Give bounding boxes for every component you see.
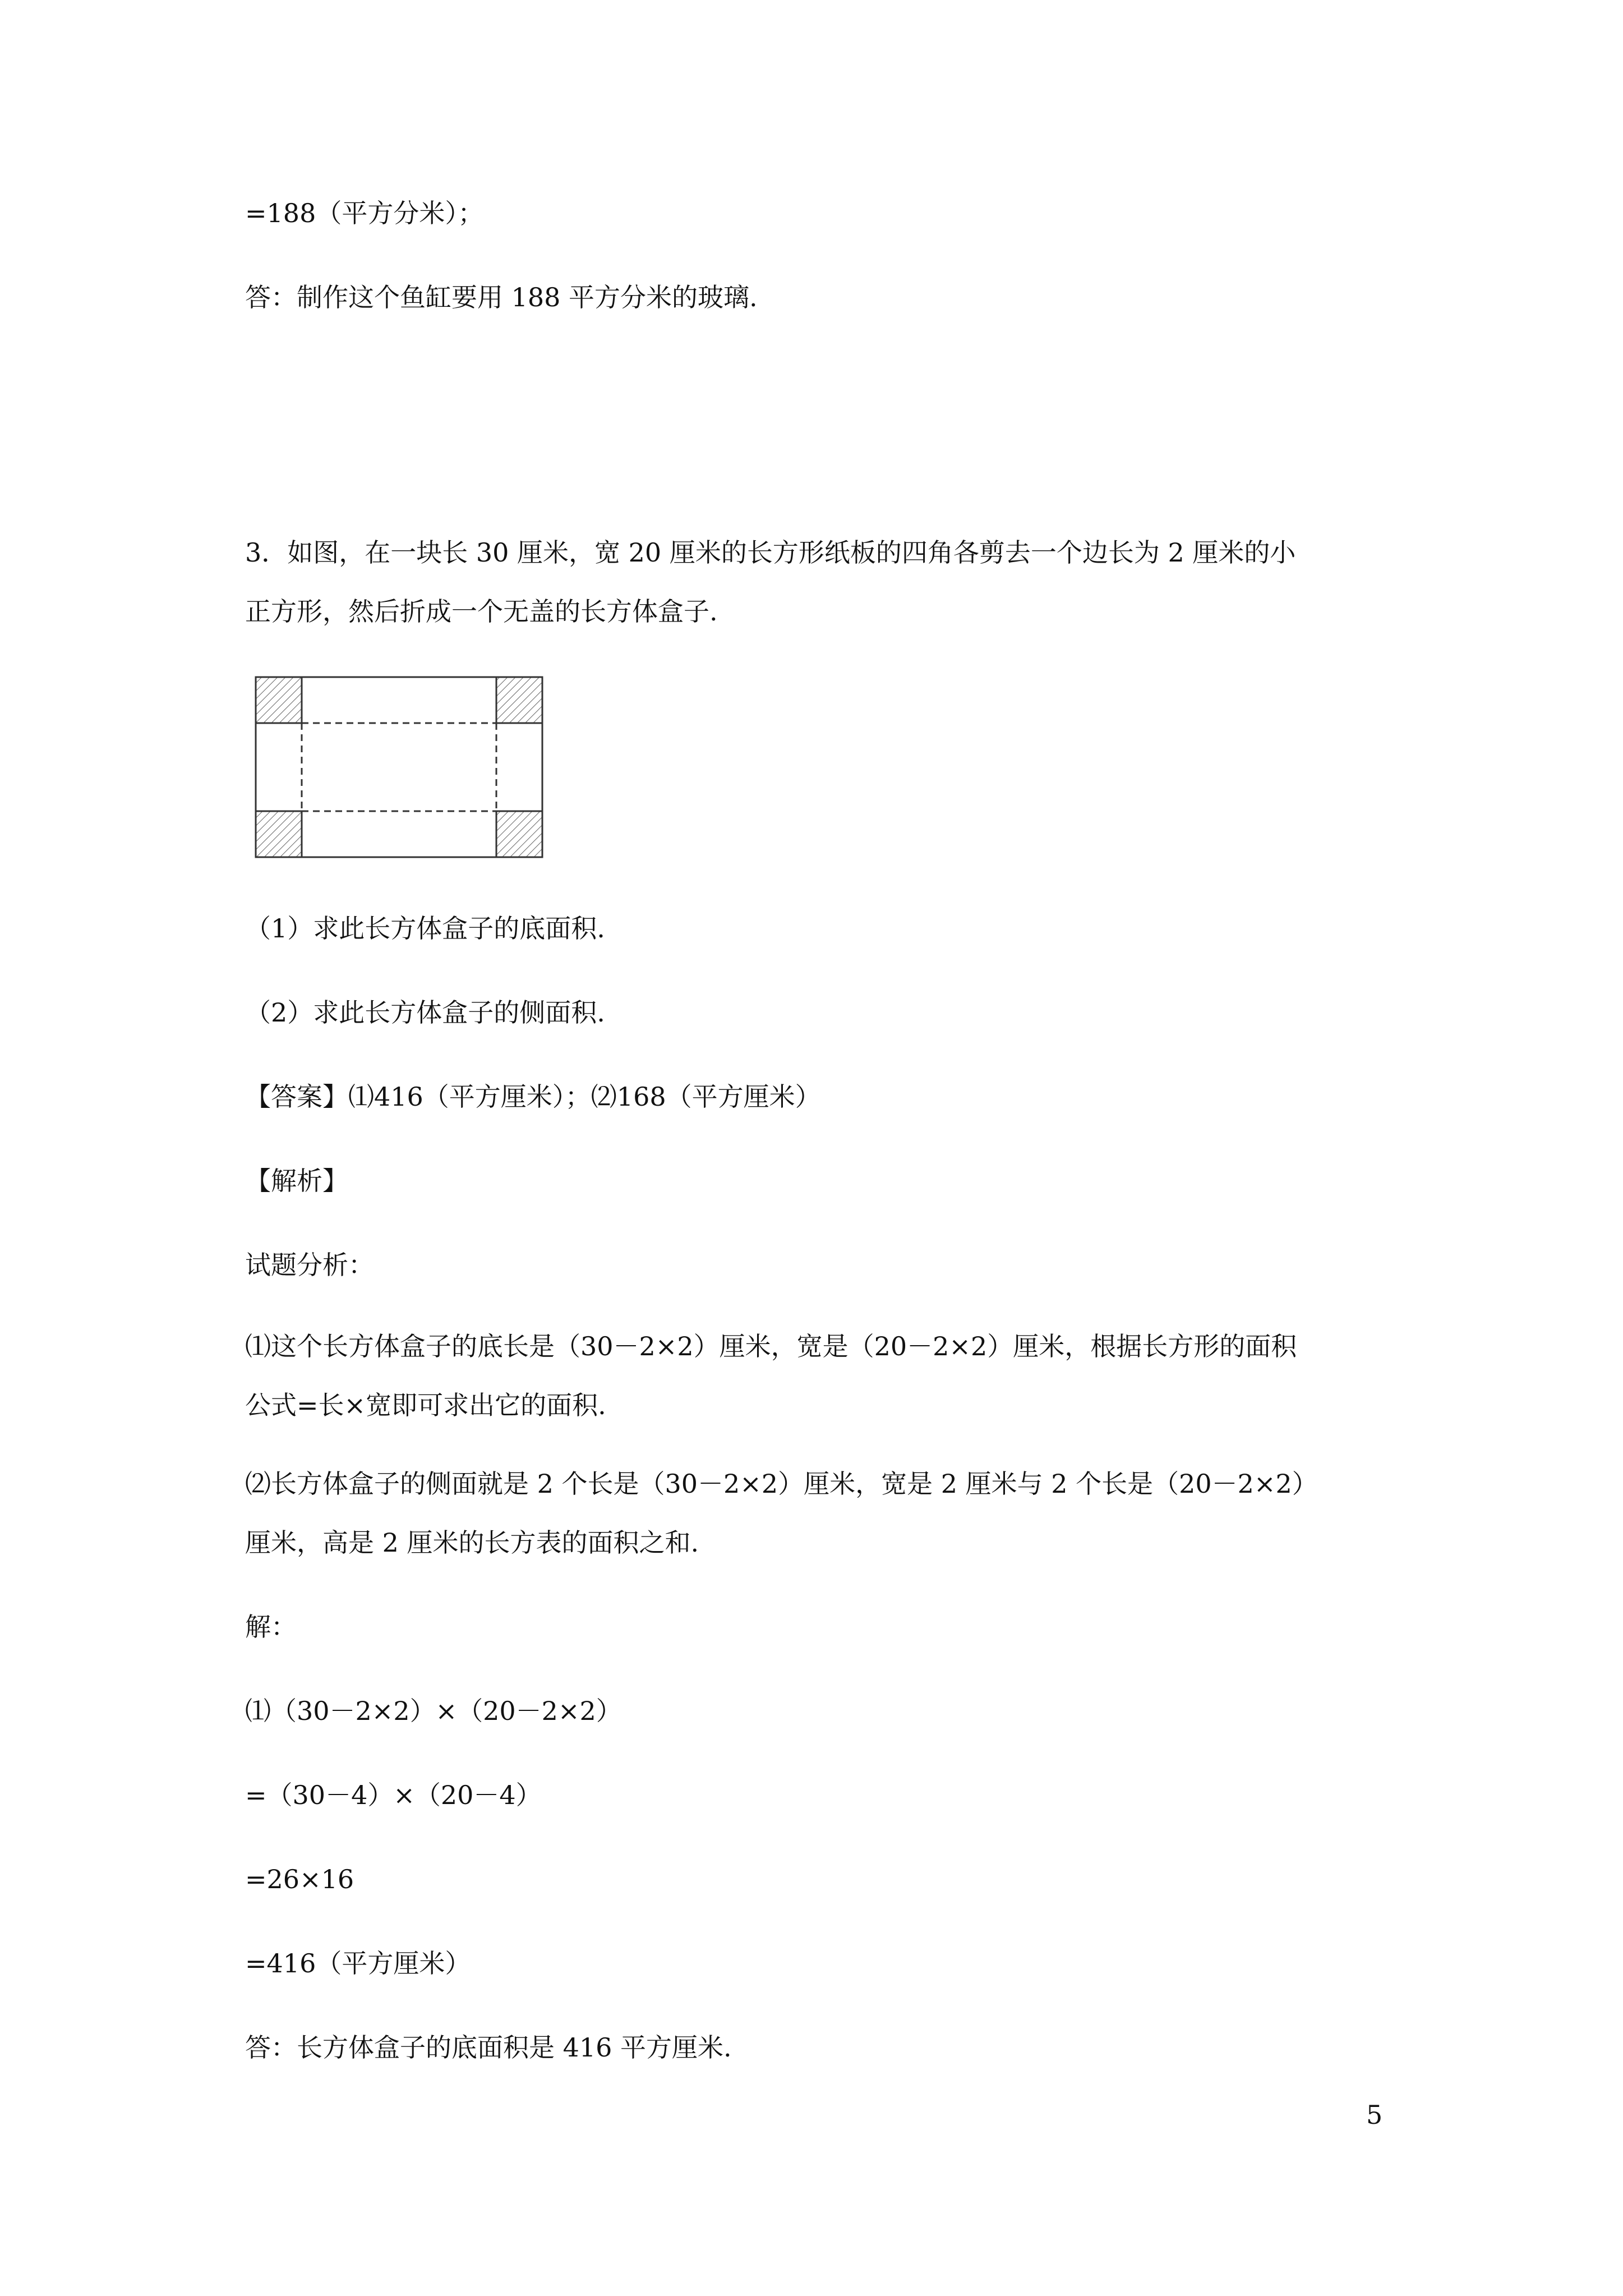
text-line: =188（平方分米）；: [245, 198, 484, 228]
solution-step: ⑴（30－2×2）×（20－2×2）: [245, 1696, 622, 1726]
analysis-label: 试题分析：: [245, 1250, 374, 1280]
question-3-line-1: 3．如图，在一块长 30 厘米，宽 20 厘米的长方形纸板的四角各剪去一个边长为 2 厘米的小: [245, 537, 1296, 568]
corner-square: [256, 811, 302, 857]
question-3-line-2: 正方形，然后折成一个无盖的长方体盒子.: [245, 596, 718, 627]
analysis-1-line-2: 公式=长×宽即可求出它的面积.: [245, 1390, 606, 1420]
analysis-2-line-1: ⑵长方体盒子的侧面就是 2 个长是（30－2×2）厘米，宽是 2 厘米与 2 个长是（20－2×2）: [245, 1469, 1318, 1499]
cardboard-diagram: [255, 676, 543, 858]
corner-square: [256, 677, 302, 723]
sub-question-1: （1）求此长方体盒子的底面积.: [245, 913, 605, 944]
corner-square: [496, 811, 542, 857]
solution-step: =416（平方厘米）: [245, 1948, 471, 1978]
page-number: 5: [1366, 2100, 1383, 2130]
solution-step: =26×16: [245, 1864, 354, 1894]
solution-label: 解：: [245, 1612, 297, 1642]
sub-question-2: （2）求此长方体盒子的侧面积.: [245, 997, 605, 1028]
solution-answer: 答：长方体盒子的底面积是 416 平方厘米.: [245, 2032, 732, 2063]
answer-line: 【答案】⑴416（平方厘米）；⑵168（平方厘米）: [245, 1082, 821, 1112]
text-line: 答：制作这个鱼缸要用 188 平方分米的玻璃.: [245, 282, 758, 312]
analysis-1-line-1: ⑴这个长方体盒子的底长是（30－2×2）厘米，宽是（20－2×2）厘米，根据长方形的面积: [245, 1331, 1297, 1361]
analysis-heading: 【解析】: [245, 1166, 348, 1196]
solution-step: =（30－4）×（20－4）: [245, 1780, 542, 1810]
analysis-2-line-2: 厘米，高是 2 厘米的长方表的面积之和.: [245, 1527, 699, 1558]
corner-square: [496, 677, 542, 723]
